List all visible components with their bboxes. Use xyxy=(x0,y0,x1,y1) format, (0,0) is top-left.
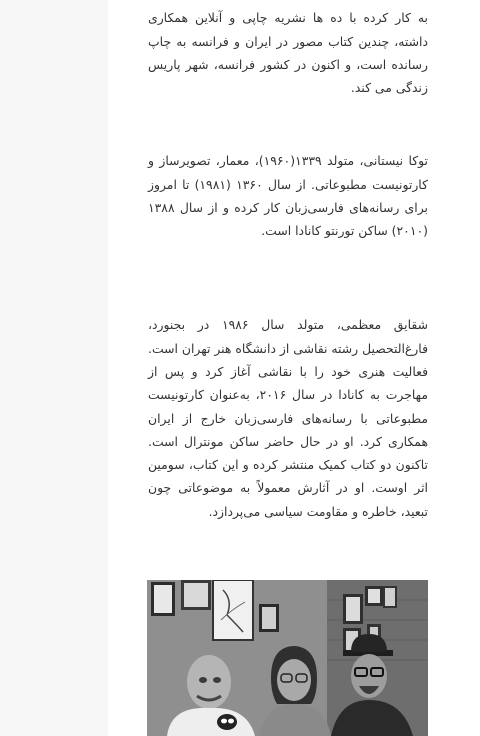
left-margin-strip xyxy=(0,0,108,736)
bio-paragraph-toka-neyestani: توکا نیستانی، متولد ۱۳۳۹(۱۹۶۰)، معمار، تصویرساز و کارتونیست مطبوعاتی. از سال ۱۳۶۰ (۱۹۸۱) تا امروز برای رسانه‌های فارسی‌زبان کار کرده و از سال ۱۳۸۸ (۲۰۱۰) ساکن تورنتو کانادا است. xyxy=(148,153,428,239)
bio-paragraph-shaghayegh-moazzami: شقایق معظمی، متولد سال ۱۹۸۶ در بجنورد، فارغ‌التحصیل رشته نقاشی از دانشگاه هنر تهران است. فعالیت هنری خود را با نقاشی آغاز کرد و پس از مهاجرت به کانادا در سال ۲۰۱۶، به‌عنوان کارتونیست مطبوعاتی با رسانه‌های فارسی‌زبان خارج از ایران همکاری کرد. او در حال حاضر ساکن مونترال است. تاکنون دو کتاب کمیک منتشر کرده و این کتاب، سومین اثر اوست. او در آثارش معمولاً به موضوعاتی چون تبعید، خاطره و مقاومت سیاسی می‌پردازد. xyxy=(148,317,428,519)
artists-group-photo xyxy=(147,580,428,736)
bio-paragraph-1: به کار کرده با ده ها نشریه چاپی و آنلاین همکاری داشته، چندین کتاب مصور در ایران و فرانسه به چاپ رسانده است، و اکنون در کشور فرانسه، شهر پاریس زندگی می کند. xyxy=(148,10,428,96)
